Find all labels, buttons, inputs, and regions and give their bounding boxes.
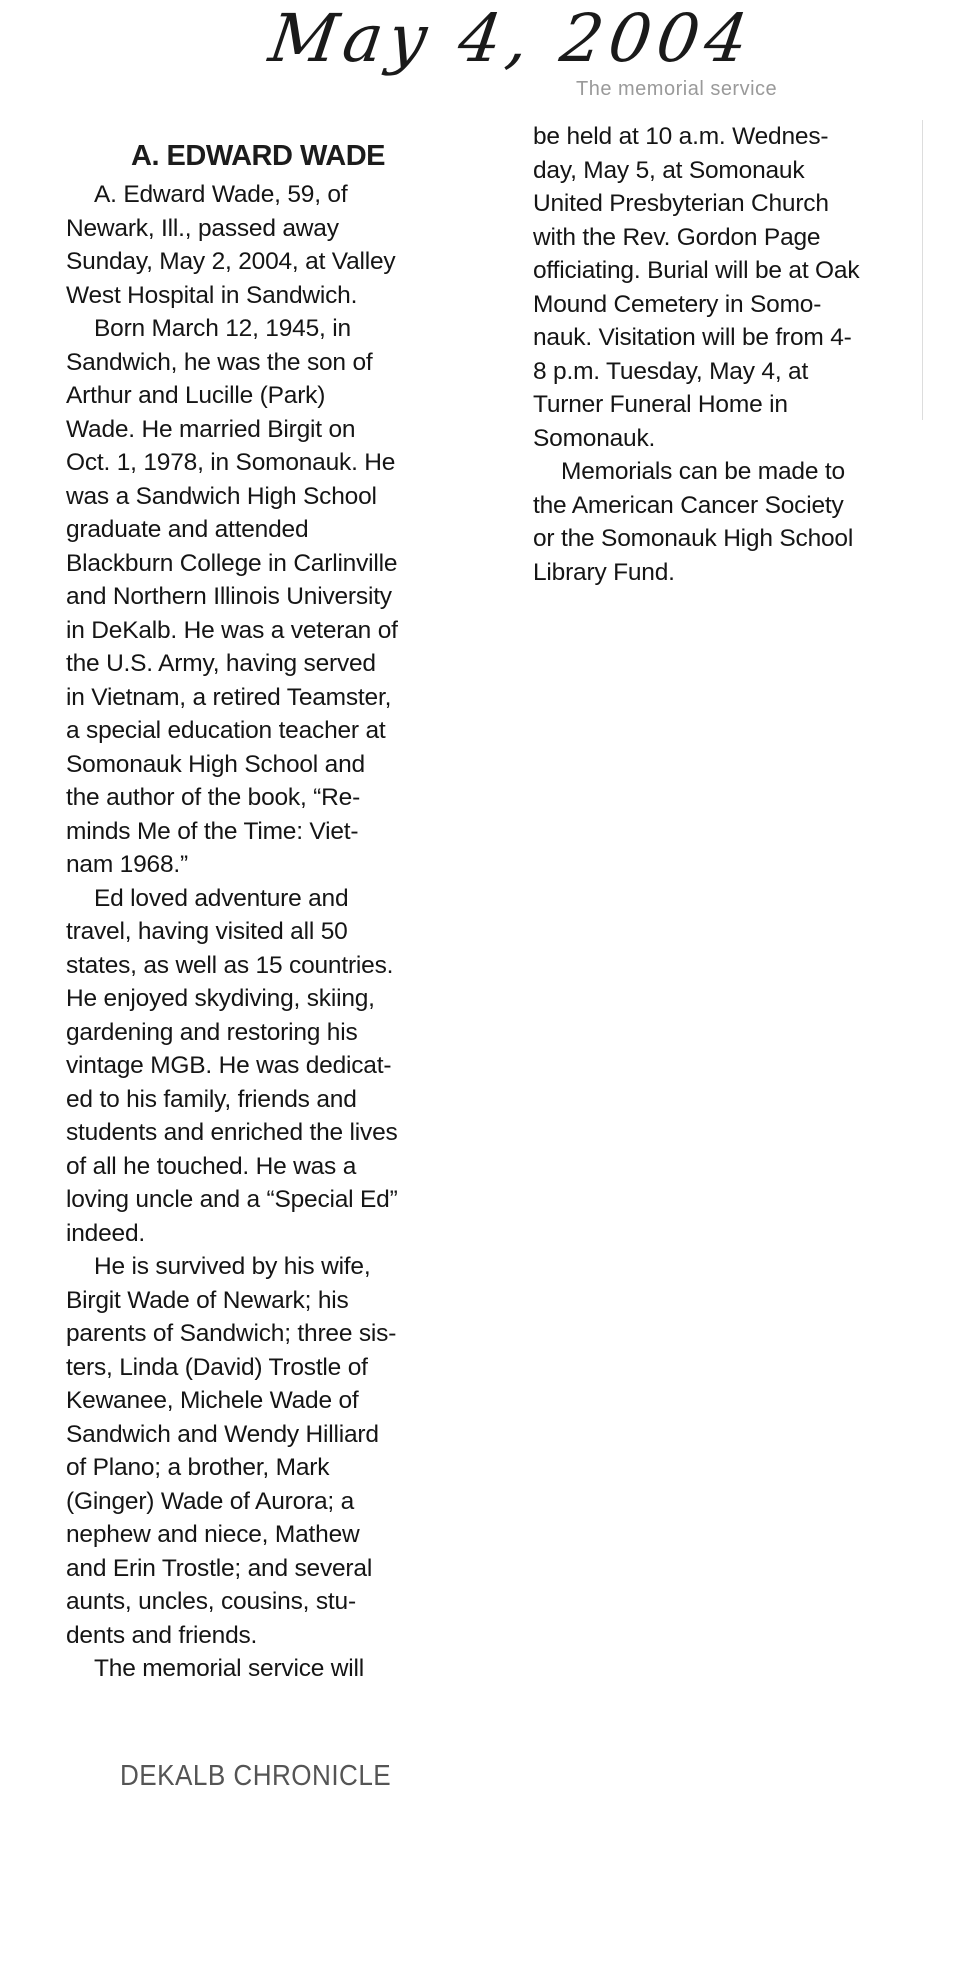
text-line: aunts, uncles, cousins, stu- (66, 1588, 356, 1615)
text-line: be held at 10 a.m. Wednes- (533, 123, 829, 150)
text-line: He enjoyed skydiving, skiing, (66, 985, 375, 1012)
text-line: Wade. He married Birgit on (66, 415, 356, 443)
column-edge (922, 120, 923, 420)
text-line: Newark, Ill., passed away (66, 214, 339, 242)
newspaper-stamp: DEKALB CHRONICLE (120, 1760, 392, 1792)
text-line: the author of the book, “Re- (66, 784, 361, 811)
text-line: parents of Sandwich; three sis- (66, 1320, 397, 1347)
text-line: Arthur and Lucille (Park) (66, 382, 326, 409)
text-line: officiating. Burial will be at Oak (533, 257, 860, 284)
text-line: Blackburn College in Carlinville (66, 549, 398, 577)
text-line: dents and friends. (66, 1621, 258, 1649)
text-line: of Plano; a brother, Mark (66, 1454, 330, 1481)
text-line: 8 p.m. Tuesday, May 4, at (533, 357, 809, 385)
text-line: states, as well as 15 countries. (66, 951, 394, 979)
text-line: nauk. Visitation will be from 4- (533, 324, 852, 351)
text-line: indeed. (66, 1219, 145, 1247)
text-line: of all he touched. He was a (66, 1152, 357, 1180)
text-line: students and enriched the lives (66, 1119, 398, 1146)
text-line: Memorials can be made to (561, 458, 845, 485)
text-line: and Northern Illinois University (66, 583, 392, 610)
text-line: West Hospital in Sandwich. (66, 281, 358, 309)
text-line: A. Edward Wade, 59, of (94, 181, 348, 208)
text-line: gardening and restoring his (66, 1018, 358, 1046)
text-line: Sandwich, he was the son of (66, 348, 373, 376)
text-line: Birgit Wade of Newark; his (66, 1286, 349, 1314)
text-line: with the Rev. Gordon Page (533, 223, 821, 251)
obituary-headline: A. EDWARD WADE (131, 140, 385, 172)
text-line: vintage MGB. He was dedicat- (66, 1052, 392, 1079)
bleed-through-text: The memorial service (576, 78, 778, 100)
text-line: Mound Cemetery in Somo- (533, 290, 822, 318)
text-line: a special education teacher at (66, 717, 386, 744)
text-line: Ed loved adventure and (94, 884, 349, 912)
text-line: ters, Linda (David) Trostle of (66, 1353, 368, 1381)
text-line: Kewanee, Michele Wade of (66, 1387, 359, 1414)
text-line: Sandwich and Wendy Hilliard (66, 1420, 379, 1448)
text-line: was a Sandwich High School (66, 482, 377, 510)
text-line: and Erin Trostle; and several (66, 1554, 373, 1582)
text-line: Sunday, May 2, 2004, at Valley (66, 248, 396, 275)
text-line: in Vietnam, a retired Teamster, (66, 683, 392, 711)
text-line: loving uncle and a “Special Ed” (66, 1186, 398, 1213)
text-line: Oct. 1, 1978, in Somonauk. He (66, 449, 396, 476)
text-line: travel, having visited all 50 (66, 918, 348, 945)
text-line: Somonauk High School and (66, 750, 365, 778)
text-line: United Presbyterian Church (533, 190, 829, 217)
text-line: Somonauk. (533, 424, 656, 452)
text-line: nephew and niece, Mathew (66, 1521, 360, 1548)
text-line: (Ginger) Wade of Aurora; a (66, 1487, 355, 1515)
text-line: day, May 5, at Somonauk (533, 156, 805, 184)
text-line: the American Cancer Society (533, 491, 844, 519)
text-line: Library Fund. (533, 558, 675, 586)
text-line: in DeKalb. He was a veteran of (66, 616, 398, 644)
text-line: Born March 12, 1945, in (94, 315, 351, 342)
text-line: ed to his family, friends and (66, 1085, 357, 1113)
text-line: the U.S. Army, having served (66, 650, 376, 677)
text-line: or the Somonauk High School (533, 525, 854, 552)
text-line: graduate and attended (66, 516, 309, 543)
text-line: minds Me of the Time: Viet- (66, 817, 359, 845)
text-line: The memorial service will (94, 1655, 365, 1682)
text-line: He is survived by his wife, (94, 1253, 371, 1280)
handwritten-date: May 4, 2004 (264, 0, 759, 77)
text-line: Turner Funeral Home in (533, 391, 788, 418)
text-line: nam 1968.” (66, 851, 188, 878)
